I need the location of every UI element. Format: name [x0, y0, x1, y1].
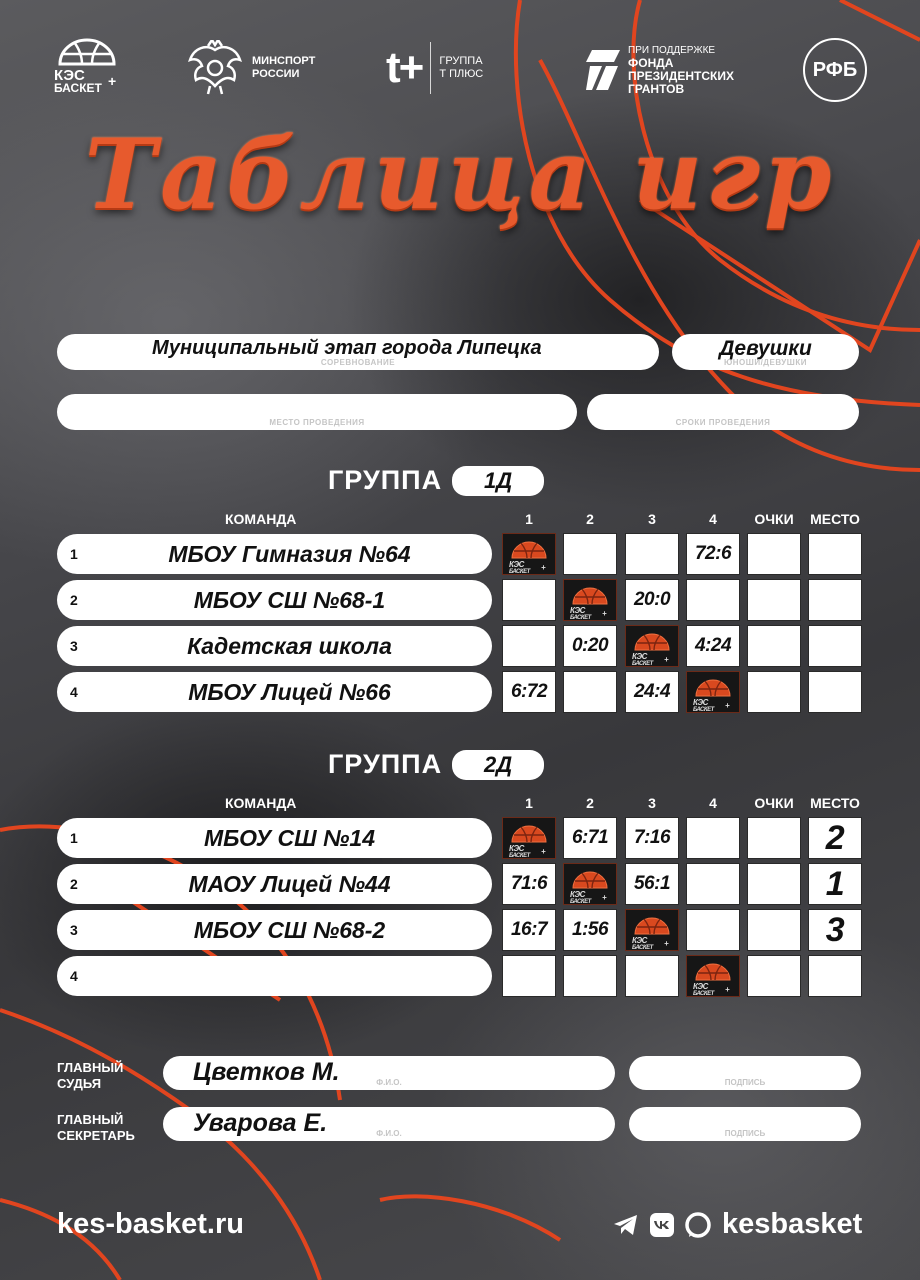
dates-caption: СРОКИ ПРОВЕДЕНИЯ [675, 418, 771, 427]
team-number: 2 [70, 876, 78, 892]
score-cell [686, 863, 740, 905]
chief-secretary-name: Уварова Е. [193, 1109, 328, 1137]
team-row [57, 864, 492, 904]
t-plus-group-text: ГРУППА Т ПЛЮС [439, 55, 484, 80]
column-header-c1: 1 [525, 795, 533, 811]
column-header-place: МЕСТО [810, 511, 860, 527]
team-row [57, 956, 492, 996]
kes-ball-icon [626, 910, 678, 950]
svg-text:БАСКЕТ: БАСКЕТ [693, 991, 714, 996]
team-name: МБОУ Гимназия №64 [168, 541, 411, 567]
team-name: МАОУ Лицей №44 [188, 871, 391, 897]
category-caption: ЮНОШИ/ДЕВУШКИ [724, 358, 807, 367]
place-cell: 2 [808, 817, 862, 859]
column-header-place: МЕСТО [810, 795, 860, 811]
chief-judge-signature-caption: ПОДПИСЬ [724, 1078, 766, 1087]
points-cell [747, 863, 801, 905]
score-cell [502, 955, 556, 997]
chief-secretary-signature-caption: ПОДПИСЬ [724, 1129, 766, 1138]
svg-text:+: + [108, 73, 117, 89]
chief-secretary-label-line2: СЕКРЕТАРЬ [57, 1128, 135, 1143]
team-number: 2 [70, 592, 78, 608]
score-cell [563, 955, 617, 997]
score-cell: 72:6 [686, 533, 740, 575]
social-links [612, 1208, 862, 1241]
self-match-cell [563, 579, 617, 621]
chief-judge-name-caption: Ф.И.О. [376, 1078, 402, 1087]
chief-judge-name: Цветков М. [193, 1058, 340, 1086]
score-cell [686, 579, 740, 621]
points-cell [747, 579, 801, 621]
svg-text:КЭС: КЭС [509, 560, 524, 569]
team-row [57, 534, 492, 574]
chief-secretary-label [57, 1112, 135, 1144]
chief-secretary-name-caption: Ф.И.О. [376, 1129, 402, 1138]
minsport-logo [186, 40, 322, 96]
team-name: МБОУ СШ №14 [203, 825, 375, 851]
svg-text:КЭС: КЭС [693, 698, 708, 707]
svg-text:+: + [602, 609, 607, 618]
group-tag: 2Д [452, 750, 544, 780]
column-header-points: ОЧКИ [754, 795, 794, 811]
team-name [97, 956, 482, 996]
score-cell [686, 817, 740, 859]
svg-text:+: + [664, 939, 669, 948]
logo-divider [430, 42, 431, 94]
place-cell [808, 625, 862, 667]
column-header-c1: 1 [525, 511, 533, 527]
column-header-c3: 3 [648, 795, 656, 811]
place-cell: 1 [808, 863, 862, 905]
chief-judge-label-line2: СУДЬЯ [57, 1076, 102, 1091]
chat-bubble-icon[interactable] [684, 1211, 712, 1239]
group2-heading [328, 749, 544, 780]
competition-value: Муниципальный этап города Липецка [152, 337, 542, 359]
kes-ball-icon [564, 864, 616, 904]
svg-text:БАСКЕТ: БАСКЕТ [509, 569, 530, 574]
score-cell [502, 579, 556, 621]
points-cell [747, 955, 801, 997]
column-header-team: КОМАНДА [225, 795, 297, 811]
place-cell [808, 671, 862, 713]
telegram-icon[interactable] [612, 1211, 640, 1239]
kes-ball-icon [564, 580, 616, 620]
grants-support-text: ПРИ ПОДДЕРЖКЕ [628, 45, 716, 56]
kes-ball-icon [626, 626, 678, 666]
category-field [672, 334, 859, 370]
competition-field [57, 334, 659, 370]
kes-ball-icon [503, 534, 555, 574]
column-header-c4: 4 [709, 795, 717, 811]
grants-fund-icon [586, 50, 620, 90]
t-plus-logo [386, 42, 489, 94]
score-cell: 24:4 [625, 671, 679, 713]
kes-text: КЭС [54, 67, 85, 84]
group-tag: 1Д [452, 466, 544, 496]
column-header-c3: 3 [648, 511, 656, 527]
score-cell: 0:20 [563, 625, 617, 667]
score-cell: 4:24 [686, 625, 740, 667]
vk-icon[interactable] [648, 1211, 676, 1239]
score-cell [563, 533, 617, 575]
chief-judge-name-field [163, 1056, 615, 1090]
self-match-cell [625, 909, 679, 951]
score-cell: 7:16 [625, 817, 679, 859]
place-cell [808, 955, 862, 997]
points-cell [747, 909, 801, 951]
score-cell [625, 955, 679, 997]
social-handle[interactable]: kesbasket [722, 1208, 863, 1240]
svg-text:+: + [541, 563, 546, 572]
score-cell [625, 533, 679, 575]
svg-text:+: + [602, 893, 607, 902]
svg-text:БАСКЕТ: БАСКЕТ [632, 945, 653, 950]
chief-judge-label-line1: ГЛАВНЫЙ [57, 1060, 124, 1075]
dates-field [587, 394, 859, 430]
svg-text:БАСКЕТ: БАСКЕТ [570, 615, 591, 620]
kes-ball-icon [687, 672, 739, 712]
team-row [57, 818, 492, 858]
category-value: Девушки [719, 337, 812, 360]
website-link[interactable]: kes-basket.ru [57, 1208, 244, 1240]
team-number: 3 [70, 638, 78, 654]
venue-field [57, 394, 577, 430]
group-label: ГРУППА [328, 749, 443, 779]
svg-text:+: + [664, 655, 669, 664]
svg-text:КЭС: КЭС [509, 844, 524, 853]
page-title: Таблица игр [84, 118, 836, 231]
svg-text:КЭС: КЭС [693, 982, 708, 991]
self-match-cell [502, 533, 556, 575]
rfb-logo: РФБ [803, 38, 867, 102]
score-cell: 1:56 [563, 909, 617, 951]
self-match-cell [686, 955, 740, 997]
team-number: 1 [70, 830, 78, 846]
score-cell [502, 625, 556, 667]
score-cell: 6:71 [563, 817, 617, 859]
column-header-c4: 4 [709, 511, 717, 527]
column-header-team: КОМАНДА [225, 511, 297, 527]
points-cell [747, 817, 801, 859]
column-header-points: ОЧКИ [754, 511, 794, 527]
column-header-c2: 2 [586, 795, 594, 811]
chief-secretary-label-line1: ГЛАВНЫЙ [57, 1112, 124, 1127]
team-number: 3 [70, 922, 78, 938]
basket-text: БАСКЕТ [54, 81, 102, 94]
team-name: МБОУ Лицей №66 [188, 679, 391, 705]
team-row [57, 626, 492, 666]
chief-judge-label [57, 1060, 123, 1092]
competition-caption: СОРЕВНОВАНИЕ [320, 358, 396, 367]
svg-text:БАСКЕТ: БАСКЕТ [509, 853, 530, 858]
svg-text:БАСКЕТ: БАСКЕТ [632, 661, 653, 666]
team-row [57, 580, 492, 620]
presidential-grants-logo [586, 44, 738, 96]
kes-ball-icon [687, 956, 739, 996]
place-cell: 3 [808, 909, 862, 951]
minsport-text: МИНСПОРТ РОССИИ [252, 55, 316, 80]
team-name: МБОУ СШ №68-1 [193, 587, 386, 613]
points-cell [747, 625, 801, 667]
double-eagle-emblem-icon [186, 40, 244, 96]
svg-text:БАСКЕТ: БАСКЕТ [570, 899, 591, 904]
score-cell: 71:6 [502, 863, 556, 905]
svg-text:КЭС: КЭС [632, 936, 647, 945]
self-match-cell [502, 817, 556, 859]
group1-heading [328, 465, 544, 496]
chief-judge-signature-field [629, 1056, 861, 1090]
team-number: 4 [70, 684, 78, 700]
score-cell [686, 909, 740, 951]
column-header-c2: 2 [586, 511, 594, 527]
points-cell [747, 671, 801, 713]
score-cell [563, 671, 617, 713]
points-cell [747, 533, 801, 575]
svg-text:+: + [541, 847, 546, 856]
svg-text:КЭС: КЭС [570, 606, 585, 615]
score-cell: 6:72 [502, 671, 556, 713]
group-label: ГРУППА [328, 465, 443, 495]
kes-ball-icon [503, 818, 555, 858]
score-cell: 20:0 [625, 579, 679, 621]
self-match-cell [625, 625, 679, 667]
venue-caption: МЕСТО ПРОВЕДЕНИЯ [269, 418, 365, 427]
svg-text:+: + [725, 985, 730, 994]
score-cell: 16:7 [502, 909, 556, 951]
team-name: Кадетская школа [187, 633, 392, 659]
team-row [57, 910, 492, 950]
team-row [57, 672, 492, 712]
grants-fund-text: ФОНДА ПРЕЗИДЕНТСКИХ ГРАНТОВ [628, 56, 734, 96]
self-match-cell [686, 671, 740, 713]
chief-secretary-signature-field [629, 1107, 861, 1141]
t-plus-mark: t+ [386, 43, 423, 92]
svg-text:БАСКЕТ: БАСКЕТ [693, 707, 714, 712]
chief-secretary-name-field [163, 1107, 615, 1141]
score-cell: 56:1 [625, 863, 679, 905]
place-cell [808, 533, 862, 575]
self-match-cell [563, 863, 617, 905]
team-name: МБОУ СШ №68-2 [193, 917, 386, 943]
place-cell [808, 579, 862, 621]
svg-text:КЭС: КЭС [570, 890, 585, 899]
kes-basket-logo [52, 38, 122, 94]
svg-text:КЭС: КЭС [632, 652, 647, 661]
kes-basket-ball-icon [52, 38, 122, 94]
team-number: 1 [70, 546, 78, 562]
team-number: 4 [70, 968, 78, 984]
svg-text:+: + [725, 701, 730, 710]
